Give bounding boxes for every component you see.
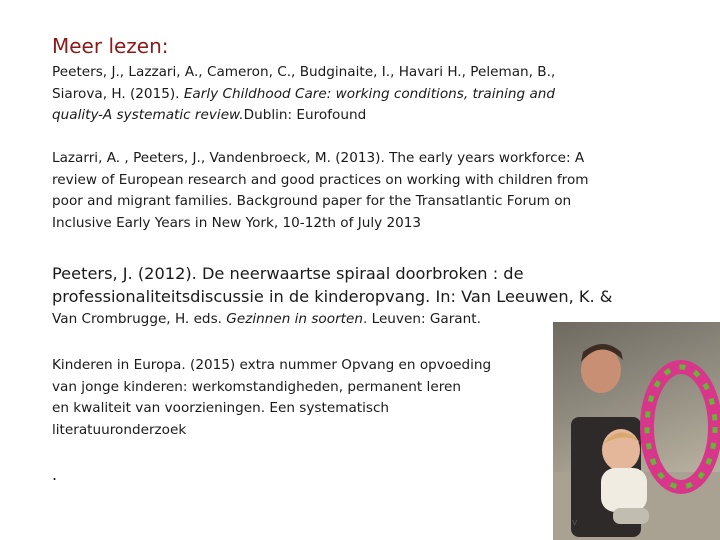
ref-line: review of European research and good practices on working with children from (52, 171, 589, 188)
ref-text: Dublin: Eurofound (243, 107, 367, 123)
ref-line: professionaliteitsdiscussie in de kinderopvang. In: Van Leeuwen, K. & (52, 287, 613, 306)
ref-line: Kinderen in Europa. (2015) extra nummer Opvang en opvoeding (52, 357, 492, 373)
ref-line (52, 84, 672, 106)
ref-line: Peeters, J., Lazzari, A., Cameron, C., Budginaite, I., Havari H., Peleman, B., (52, 64, 556, 80)
slide-heading: Meer lezen: (52, 34, 169, 58)
ref-line: Lazarri, A. , Peeters, J., Vandenbroeck, M. (2013). The early years workforce: A (52, 150, 585, 166)
ref-text: Van Crombrugge, H. eds. (52, 311, 227, 327)
ref-text: . Leuven: Garant. (362, 311, 481, 327)
reference-peeters-2015 (52, 62, 672, 127)
ref-line: Peeters, J. (2012). De neerwaartse spiraal doorbroken : de (52, 264, 524, 283)
page-number: v (572, 518, 578, 528)
ref-line: en kwaliteit van voorzieningen. Een systematisch (52, 400, 390, 416)
ref-title: quality-A systematic review. (52, 107, 244, 123)
ref-line (52, 105, 672, 127)
trailing-dot: . (52, 465, 58, 484)
ref-line: literatuuronderzoek (52, 421, 187, 438)
photo-illustration (553, 322, 720, 540)
ref-title: Early Childhood Care: working conditions, training and (183, 85, 556, 102)
ref-line: Inclusive Early Years in New York, 10-12th of July 2013 (52, 214, 422, 231)
ref-line: van jonge kinderen: werkomstandigheden, permanent leren (52, 378, 461, 395)
ref-title: Gezinnen in soorten (226, 311, 363, 327)
reference-kinderen-in-europa (52, 355, 552, 441)
ref-text: Siarova, H. (2015). (52, 85, 184, 102)
ref-line: poor and migrant families. Background paper for the Transatlantic Forum on (52, 193, 572, 209)
reference-lazarri-2013 (52, 148, 672, 234)
photo-child-playing (553, 322, 720, 540)
reference-peeters-2012 (52, 262, 672, 330)
